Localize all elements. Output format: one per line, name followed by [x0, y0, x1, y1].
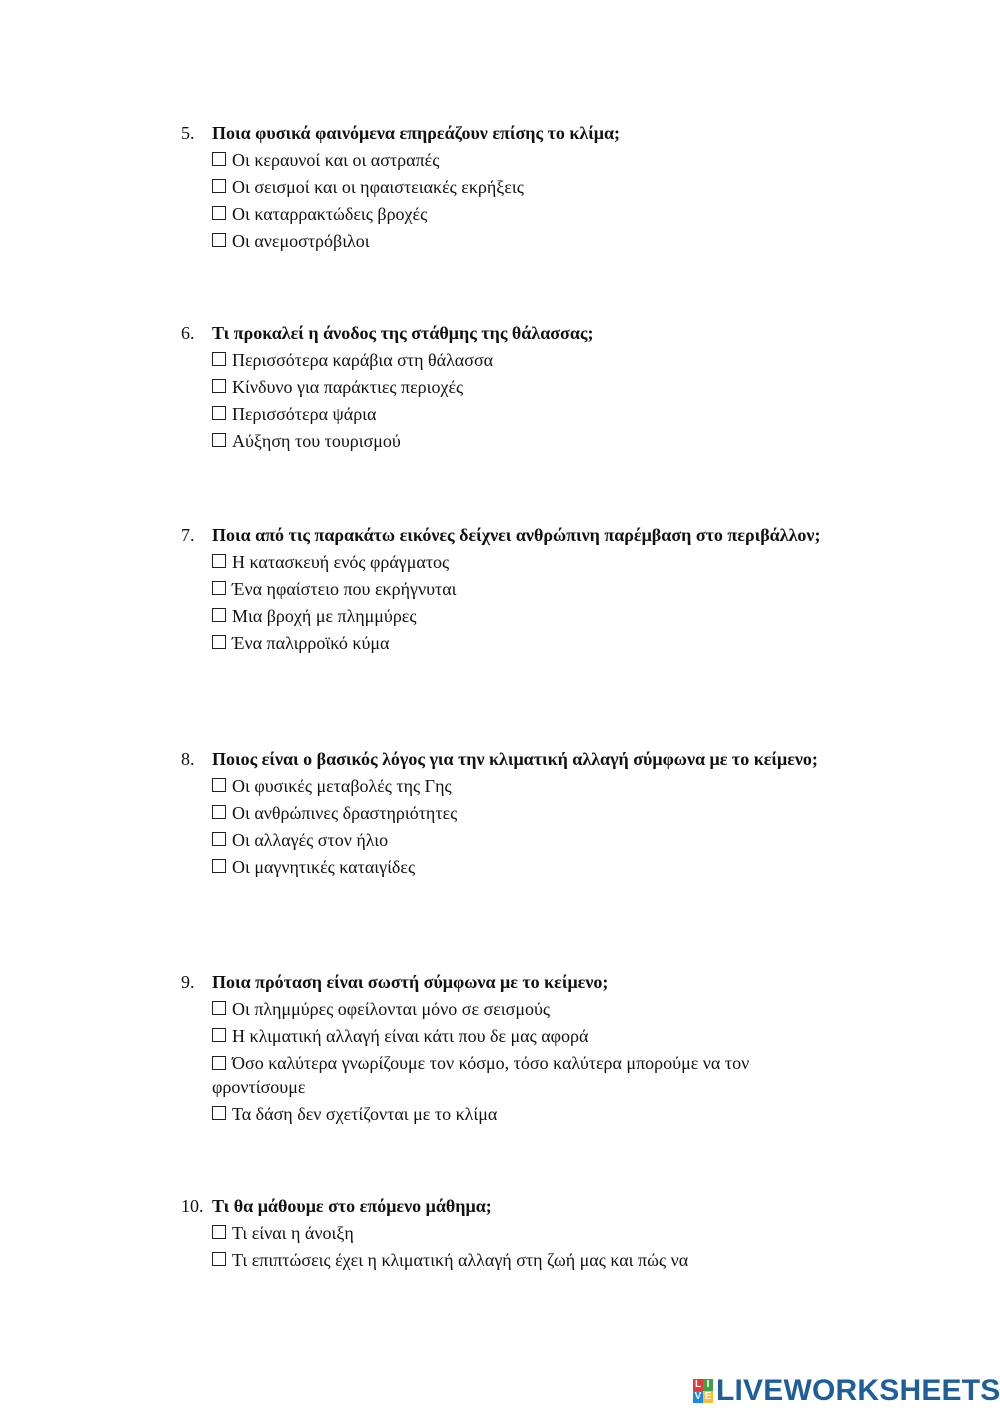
checkbox-icon[interactable] [212, 233, 226, 247]
question-text: Τι θα μάθουμε στο επόμενο μάθημα; [212, 1196, 492, 1216]
checkbox-icon[interactable] [212, 1001, 226, 1015]
checkbox-icon[interactable] [212, 206, 226, 220]
question-number: 9. [181, 972, 195, 992]
question-text: Τι προκαλεί η άνοδος της στάθμης της θάλασσας; [212, 323, 594, 343]
question-number: 10. [181, 1196, 204, 1216]
checkbox-icon[interactable] [212, 832, 226, 846]
checkbox-icon[interactable] [212, 1225, 226, 1239]
option-label: Οι πλημμύρες οφείλονται μόνο σε σεισμούς [232, 999, 551, 1019]
checkbox-icon[interactable] [212, 179, 226, 193]
logo-mark-icon [693, 1379, 713, 1403]
option-label: Οι ανεμοστρόβιλοι [232, 231, 370, 251]
option-label: Αύξηση του τουρισμού [232, 431, 401, 451]
question-10 [181, 1194, 821, 1272]
answer-option[interactable] [212, 1102, 821, 1126]
option-label: Ένα ηφαίστειο που εκρήγνυται [232, 579, 457, 599]
question-7 [181, 523, 821, 655]
checkbox-icon[interactable] [212, 778, 226, 792]
question-heading [181, 121, 821, 145]
question-heading [181, 523, 821, 547]
answer-option[interactable] [212, 631, 821, 655]
answer-option[interactable] [212, 1051, 821, 1099]
option-label: Η κλιματική αλλαγή είναι κάτι που δε μας αφορά [232, 1026, 589, 1046]
checkbox-icon[interactable] [212, 859, 226, 873]
question-8 [181, 747, 821, 879]
option-label: Κίνδυνο για παράκτιες περιοχές [232, 377, 464, 397]
checkbox-icon[interactable] [212, 1106, 226, 1120]
question-text: Ποια φυσικά φαινόμενα επηρεάζουν επίσης το κλίμα; [212, 123, 621, 143]
option-label: Οι φυσικές μεταβολές της Γης [232, 776, 452, 796]
question-number: 5. [181, 123, 195, 143]
checkbox-icon[interactable] [212, 1028, 226, 1042]
option-label: Όσο καλύτερα γνωρίζουμε τον κόσμο, τόσο καλύτερα μπορούμε να τον φροντίσουμε [212, 1053, 750, 1097]
option-label: Οι σεισμοί και οι ηφαιστειακές εκρήξεις [232, 177, 524, 197]
option-label: Οι καταρρακτώδεις βροχές [232, 204, 428, 224]
checkbox-icon[interactable] [212, 352, 226, 366]
question-text: Ποια από τις παρακάτω εικόνες δείχνει ανθρώπινη παρέμβαση στο περιβάλλον; [212, 525, 821, 545]
answer-option[interactable] [212, 348, 821, 372]
checkbox-icon[interactable] [212, 379, 226, 393]
option-label: Τι επιπτώσεις έχει η κλιματική αλλαγή στη ζωή μας και πώς να [232, 1250, 689, 1270]
option-label: Οι κεραυνοί και οι αστραπές [232, 150, 440, 170]
logo-mark-letter: V [694, 1391, 702, 1402]
answer-option[interactable] [212, 801, 821, 825]
answer-option[interactable] [212, 855, 821, 879]
answer-option[interactable] [212, 402, 821, 426]
question-6 [181, 321, 821, 453]
answer-option[interactable] [212, 604, 821, 628]
answer-option[interactable] [212, 429, 821, 453]
question-heading [181, 321, 821, 345]
answer-option[interactable] [212, 774, 821, 798]
checkbox-icon[interactable] [212, 152, 226, 166]
answer-option[interactable] [212, 202, 821, 226]
checkbox-icon[interactable] [212, 805, 226, 819]
answer-option[interactable] [212, 175, 821, 199]
option-label: Οι μαγνητικές καταιγίδες [232, 857, 416, 877]
option-label: Οι αλλαγές στον ήλιο [232, 830, 389, 850]
option-label: Μια βροχή με πλημμύρες [232, 606, 417, 626]
checkbox-icon[interactable] [212, 1056, 226, 1070]
answer-option[interactable] [212, 550, 821, 574]
answer-option[interactable] [212, 148, 821, 172]
option-label: Περισσότερα ψάρια [232, 404, 377, 424]
question-text: Ποιος είναι ο βασικός λόγος για την κλιματική αλλαγή σύμφωνα με το κείμενο; [212, 749, 818, 769]
question-heading [181, 747, 821, 771]
answer-option[interactable] [212, 1024, 821, 1048]
question-5 [181, 121, 821, 253]
answer-option[interactable] [212, 1248, 821, 1272]
question-number: 6. [181, 323, 195, 343]
logo-text: LIVEWORKSHEETS [716, 1374, 1000, 1407]
option-label: Ένα παλιρροϊκό κύμα [232, 633, 390, 653]
question-heading [181, 970, 821, 994]
checkbox-icon[interactable] [212, 608, 226, 622]
liveworksheets-logo [693, 1376, 1000, 1406]
option-label: Οι ανθρώπινες δραστηριότητες [232, 803, 458, 823]
question-number: 7. [181, 525, 195, 545]
checkbox-icon[interactable] [212, 554, 226, 568]
answer-option[interactable] [212, 577, 821, 601]
question-number: 8. [181, 749, 195, 769]
checkbox-icon[interactable] [212, 581, 226, 595]
checkbox-icon[interactable] [212, 635, 226, 649]
logo-mark-letter: I [703, 1379, 713, 1391]
question-9 [181, 970, 821, 1126]
answer-option[interactable] [212, 997, 821, 1021]
checkbox-icon[interactable] [212, 1252, 226, 1266]
option-label: Τι είναι η άνοιξη [232, 1223, 354, 1243]
option-label: Η κατασκευή ενός φράγματος [232, 552, 450, 572]
logo-mark-letter: L [694, 1379, 702, 1390]
option-label: Περισσότερα καράβια στη θάλασσα [232, 350, 494, 370]
checkbox-icon[interactable] [212, 433, 226, 447]
option-label: Τα δάση δεν σχετίζονται με το κλίμα [232, 1104, 498, 1124]
question-heading [181, 1194, 821, 1218]
answer-option[interactable] [212, 1221, 821, 1245]
answer-option[interactable] [212, 375, 821, 399]
question-text: Ποια πρόταση είναι σωστή σύμφωνα με το κείμενο; [212, 972, 609, 992]
answer-option[interactable] [212, 828, 821, 852]
logo-mark-letter: E [704, 1391, 712, 1402]
answer-option[interactable] [212, 229, 821, 253]
checkbox-icon[interactable] [212, 406, 226, 420]
